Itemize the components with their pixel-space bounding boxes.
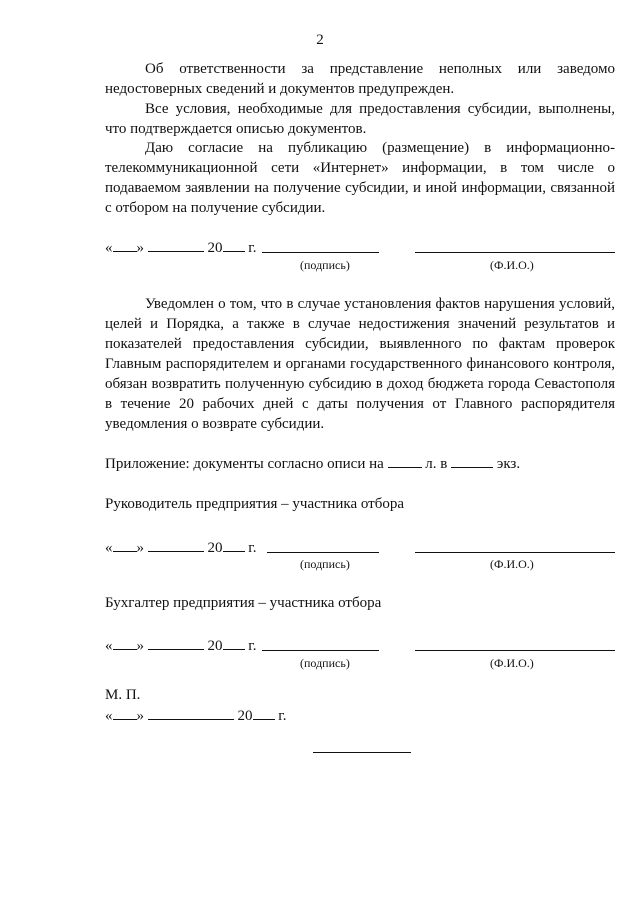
- fio-line[interactable]: [415, 552, 615, 553]
- fio-caption: (Ф.И.О.): [490, 258, 534, 272]
- date-field: [105, 635, 256, 655]
- year-prefix: 20: [207, 638, 223, 654]
- open-quote: «: [105, 240, 113, 256]
- close-quote: »: [136, 240, 144, 256]
- page-number: 2: [316, 32, 324, 48]
- stamp-date-field: [105, 705, 286, 726]
- fio-caption: (Ф.И.О.): [490, 557, 534, 571]
- year-blank[interactable]: [223, 537, 245, 552]
- day-blank[interactable]: [113, 705, 137, 720]
- year-blank[interactable]: [223, 635, 245, 650]
- fio-caption: (Ф.И.О.): [490, 656, 534, 670]
- signature-caption: (подпись): [300, 656, 350, 670]
- accountant-role-label: Бухгалтер предприятия – участника отбора: [105, 595, 382, 611]
- close-quote: »: [136, 708, 144, 724]
- signature-line[interactable]: [267, 552, 379, 553]
- date-field: [105, 537, 256, 557]
- year-prefix: 20: [237, 708, 253, 724]
- year-suffix: г.: [248, 240, 257, 256]
- responsibility-paragraph: Об ответственности за представление неполных или заведомо недостоверных сведений и документов предупрежден.: [105, 61, 615, 97]
- fio-line[interactable]: [415, 252, 615, 253]
- month-blank[interactable]: [148, 237, 204, 252]
- notice-paragraph: Уведомлен о том, что в случае установления фактов нарушения условий, целей и Порядка, а также в случае недостижения значений результатов и показателей предоставления субсидии, выявленного по фактам проверок Главным распорядителем и органами государственного финансового контроля, обязан возвратить полученную субсидию в доход бюджета города Севастополя в течение 20 рабочих дней с даты получения от Главного распорядителя уведомления о возврате субсидии.: [105, 296, 615, 432]
- stamp-label: М. П.: [105, 687, 141, 703]
- day-blank[interactable]: [113, 635, 137, 650]
- attachment-line: [105, 453, 520, 474]
- year-blank[interactable]: [223, 237, 245, 252]
- year-suffix: г.: [248, 540, 257, 556]
- fio-line[interactable]: [415, 650, 615, 651]
- month-blank[interactable]: [148, 705, 234, 720]
- signature-row-head: [105, 537, 615, 559]
- signature-line[interactable]: [262, 252, 379, 253]
- month-blank[interactable]: [148, 635, 204, 650]
- year-suffix: г.: [278, 708, 287, 724]
- year-blank[interactable]: [253, 705, 275, 720]
- copies-label: экз.: [496, 456, 521, 472]
- signature-row-accountant: [105, 635, 615, 657]
- sheets-blank[interactable]: [388, 453, 422, 468]
- copies-blank[interactable]: [451, 453, 493, 468]
- year-prefix: 20: [207, 240, 223, 256]
- day-blank[interactable]: [113, 237, 137, 252]
- month-blank[interactable]: [148, 537, 204, 552]
- consent-paragraph: Даю согласие на публикацию (размещение) в информационно-телекоммуникационной сети «Интернет» информации, в том числе о подаваемом заявлении на получение субсидии, и иной информации, связанной с отбором на получение субсидии.: [105, 140, 615, 216]
- signature-row-applicant: [105, 237, 615, 259]
- head-role-label: Руководитель предприятия – участника отбора: [105, 496, 405, 512]
- day-blank[interactable]: [113, 537, 137, 552]
- signature-line[interactable]: [262, 650, 379, 651]
- year-suffix: г.: [248, 638, 257, 654]
- open-quote: «: [105, 638, 113, 654]
- attachment-label: Приложение: документы согласно описи на: [105, 456, 384, 472]
- year-prefix: 20: [207, 540, 223, 556]
- end-divider: [313, 752, 411, 753]
- conditions-paragraph: Все условия, необходимые для предоставления субсидии, выполнены, что подтверждается описью документов.: [105, 101, 615, 137]
- sheets-label: л. в: [425, 456, 448, 472]
- signature-caption: (подпись): [300, 557, 350, 571]
- close-quote: »: [136, 638, 144, 654]
- date-field: [105, 237, 256, 257]
- signature-caption: (подпись): [300, 258, 350, 272]
- open-quote: «: [105, 708, 113, 724]
- open-quote: «: [105, 540, 113, 556]
- close-quote: »: [136, 540, 144, 556]
